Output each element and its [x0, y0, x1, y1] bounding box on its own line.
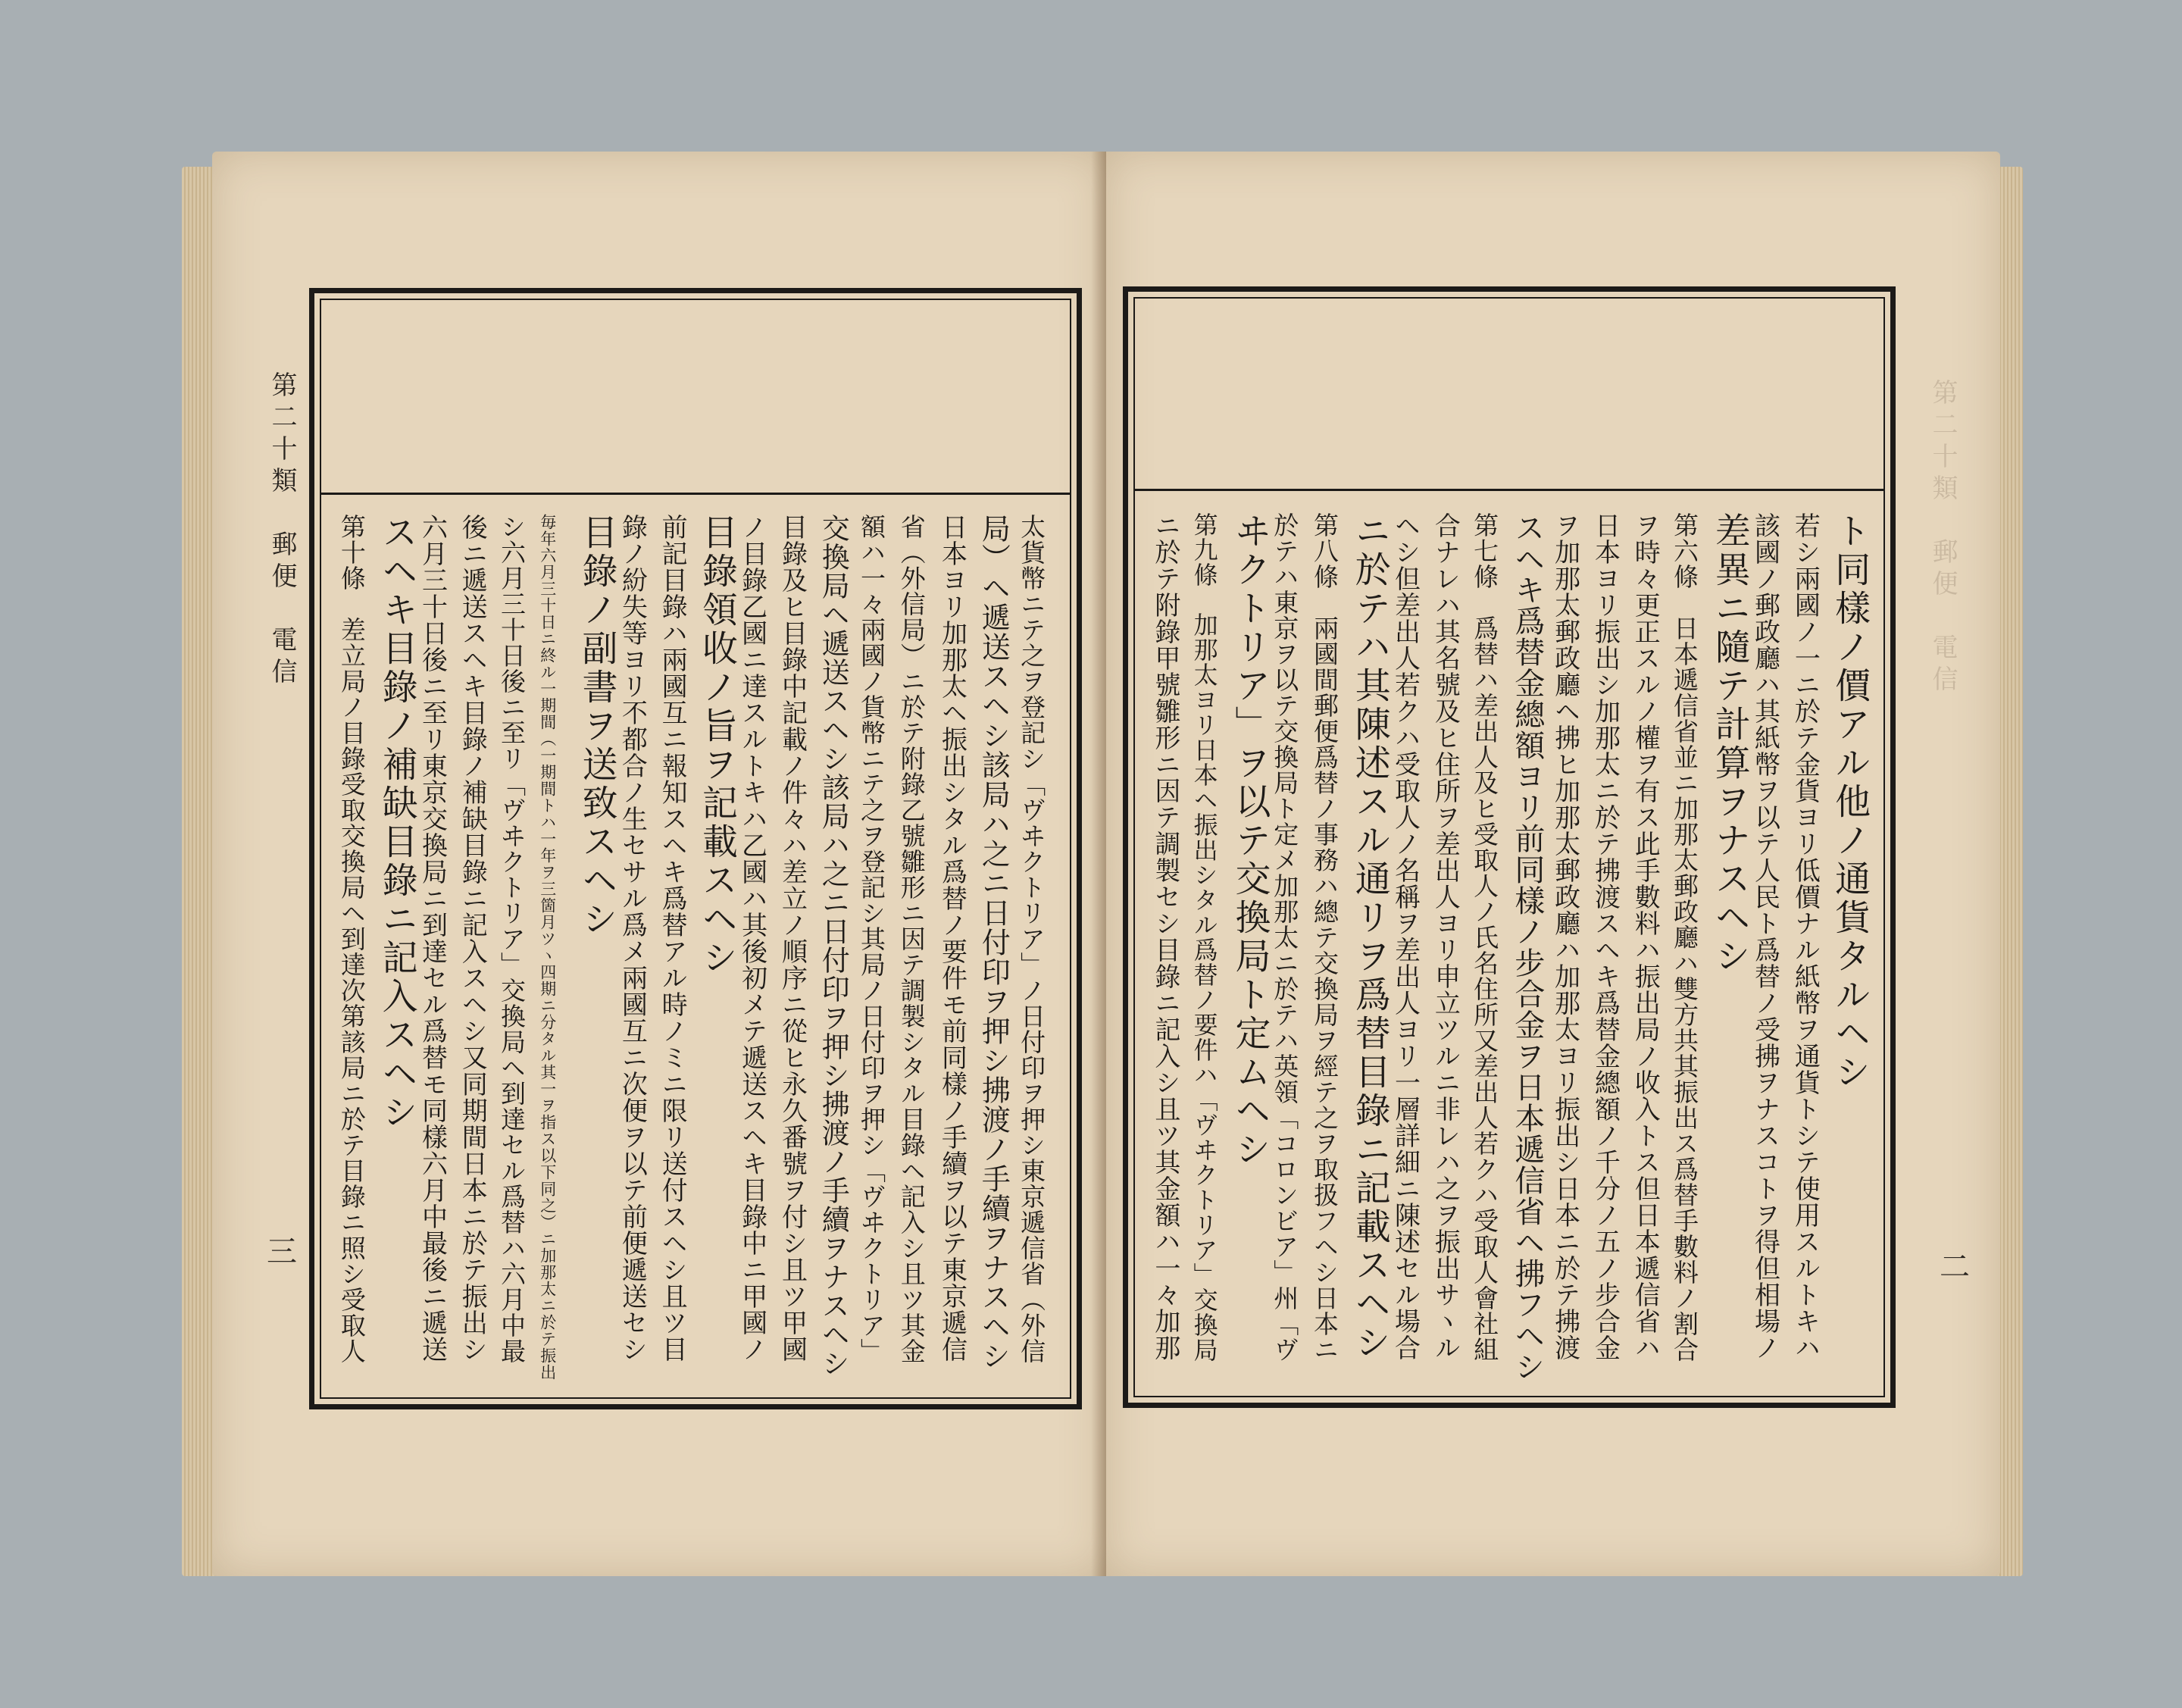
text-column: 第十條 差立局ノ目錄受取交換局ヘ到達次第該局ニ於テ目錄ニ照シ受取人	[336, 514, 367, 1364]
text-column: 第七條 爲替ハ差出人及ヒ受取人ノ氏名住所又差出人若クハ受取人會社組	[1470, 512, 1500, 1362]
text-column: 合ナレハ其名號及ヒ住所ヲ差出人ヨリ申立ツルニ非レハ之ヲ振出サヽル	[1430, 512, 1461, 1361]
text-column: 日本ヨリ振出シ加那太ニ於テ拂渡スヘキ爲替金總額ノ千分ノ五ノ步合金	[1590, 512, 1621, 1361]
text-column: 局）ヘ遞送スヘシ該局ハ之ニ日付印ヲ押シ拂渡ノ手續ヲナスヘシ	[977, 514, 1011, 1371]
text-column: 第六條 日本遞信省並ニ加那太郵政廳ハ雙方共其振出ス爲替手數料ノ割合	[1670, 512, 1699, 1362]
text-column: スヘキ爲替金總額ヨリ前同樣ノ步合金ヲ日本遞信省ヘ拂フヘシ	[1509, 512, 1545, 1382]
text-column: ヲ時々更正スルノ權ヲ有ス此手數料ハ振出局ノ收入トス但日本遞信省ハ	[1630, 512, 1661, 1361]
left-page	[212, 152, 1106, 1576]
text-column: 第九條 加那太ヨリ日本ヘ振出シタル爲替ノ要件ハ「ヴヰクトリア」交換局	[1189, 512, 1219, 1362]
text-column: 後ニ遞送スヘキ目錄ノ補缺目錄ニ記入スヘシ又同期間日本ニ於テ振出シ	[457, 514, 488, 1362]
page-edges-left	[182, 167, 215, 1576]
text-column: 額ハ一々兩國ノ貨幣ニテ之ヲ登記シ其局ノ日付印ヲ押シ「ヴヰクトリア」	[857, 514, 886, 1364]
text-column: 六月三十日後ニ至リ東京交換局ニ到達セル爲替モ同樣六月中最後ニ遞送	[417, 514, 448, 1362]
text-column: 錄ノ紛失等ヨリ不都合ノ生セサル爲メ兩國互ニ次便ヲ以テ前便遞送セシ	[617, 514, 648, 1362]
text-column: 差異ニ隨テ計算ヲナスヘシ	[1708, 512, 1751, 976]
text-column: ヰクトリア」ヲ以テ交換局ト定ムヘシ	[1229, 512, 1271, 1169]
left-page-header: 第二十類 郵便 電信	[267, 371, 297, 690]
text-column: 日本ヨリ加那太ヘ振出シタル爲替ノ要件モ前同樣ノ手續ヲ以テ東京遞信	[936, 514, 968, 1362]
left-page-number: 三	[267, 1234, 297, 1269]
text-column: 太貨幣ニテ之ヲ登記シ「ヴヰクトリア」ノ日付印ヲ押シ東京遞信省（外信	[1017, 514, 1047, 1364]
text-column: 於テハ東京ヲ以テ交換局ト定メ加那太ニ於テハ英領「コロンビア」州「ヴ	[1270, 512, 1300, 1362]
right-page-header-ghost: 第二十類 郵便 電信	[1927, 379, 1958, 697]
right-page-number: 二	[1940, 1250, 1970, 1284]
right-body-text	[1150, 512, 1870, 1384]
text-column: 省（外信局）ニ於テ附錄乙號雛形ニ因テ調製シタル目錄ヘ記入シ且ツ其金	[896, 514, 927, 1364]
text-column: 目錄ノ副書ヲ送致スヘシ	[576, 514, 618, 939]
text-column: ニ於テハ其陳述スル通リヲ爲替目錄ニ記載スヘシ	[1349, 512, 1391, 1362]
text-column: 若シ兩國ノ一ニ於テ金貨ヨリ低價ナル紙幣ヲ通貨トシテ使用スルトキハ	[1790, 512, 1821, 1361]
text-column: 毎年六月三十日ニ終ル一期間（一期間トハ一年ヲ三箇月ツヽ四期ニ分タル其一ヲ指ス以下同之）ニ加那太ニ於テ振出	[538, 514, 557, 1381]
text-column: 交換局ヘ遞送スヘシ該局ハ之ニ日付印ヲ押シ拂渡ノ手續ヲナスヘシ	[817, 514, 850, 1378]
text-column: 目錄領收ノ旨ヲ記載スヘシ	[696, 514, 738, 978]
right-page	[1106, 152, 2000, 1576]
left-header-rule	[320, 493, 1071, 495]
text-column: 目錄及ヒ目錄中記載ノ件々ハ差立ノ順序ニ從ヒ永久番號ヲ付シ且ツ甲國	[777, 514, 808, 1362]
text-column: シ六月三十日後ニ至リ「ヴヰクトリア」交換局ヘ到達セル爲替ハ六月中最	[497, 514, 527, 1364]
text-column: ノ目錄乙國ニ達スルトキハ乙國ハ其後初メテ遞送スヘキ目錄中ニ甲國ノ	[736, 514, 767, 1362]
text-column: ヲ加那太郵政廳ヘ拂ヒ加那太郵政廳ハ加那太ヨリ振出シ日本ニ於テ拂渡	[1549, 512, 1580, 1361]
book-spread	[182, 152, 2023, 1591]
text-column: ト同樣ノ價アル他ノ通貨タルヘシ	[1829, 512, 1871, 1092]
text-column: ニ於テ附錄甲號雛形ニ因テ調製セシ目錄ニ記入シ且ツ其金額ハ一々加那	[1149, 512, 1180, 1361]
text-column: ヘシ但差出人若クハ受取人ノ名稱ヲ差出人ヨリ一層詳細ニ陳述セル場合	[1390, 512, 1421, 1361]
text-column: 該國ノ郵政廳ハ其紙幣ヲ以テ人民ト爲替ノ受拂ヲナスコトヲ得但相場ノ	[1749, 512, 1780, 1361]
left-body-text	[337, 514, 1057, 1385]
page-edges-right	[1997, 167, 2023, 1576]
text-column: スヘキ目錄ノ補缺目錄ニ記入スヘシ	[376, 514, 418, 1132]
text-column: 第八條 兩國間郵便爲替ノ事務ハ總テ交換局ヲ經テ之ヲ取扱フヘシ日本ニ	[1310, 512, 1340, 1362]
right-header-rule	[1133, 489, 1885, 491]
text-column: 前記目錄ハ兩國互ニ報知スヘキ爲替アル時ノミニ限リ送付スヘシ且ツ目	[657, 514, 688, 1362]
